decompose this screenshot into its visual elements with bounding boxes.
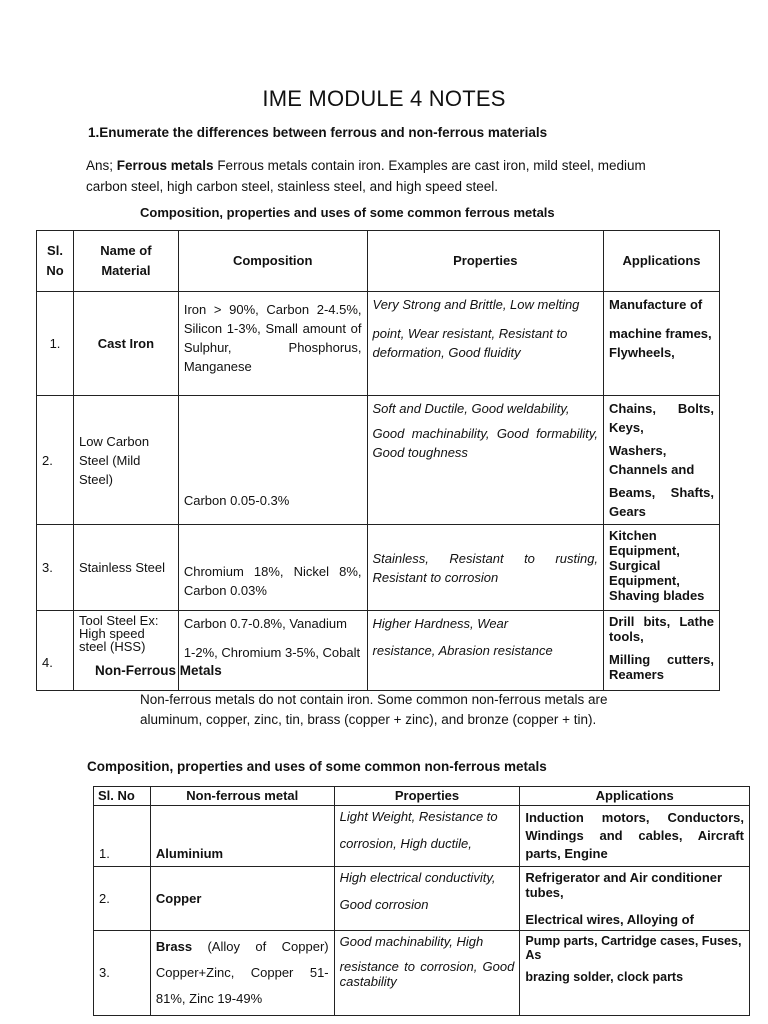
applications-text: Refrigerator and Air conditioner tubes, xyxy=(525,870,723,900)
applications-text: Chains, Bolts, Keys, xyxy=(609,401,714,435)
table-header-row xyxy=(94,787,750,806)
applications-text: Pump parts, Cartridge cases, Fuses, As xyxy=(525,934,742,962)
table-row xyxy=(37,396,720,525)
applications-text: machine frames, Flywheels, xyxy=(609,326,712,360)
header-applications: Applications xyxy=(604,231,720,292)
header-metal: Non-ferrous metal xyxy=(150,787,334,806)
cell-applications xyxy=(604,611,720,691)
cell-slno: 3. xyxy=(37,525,74,611)
properties-text: resistance, Abrasion resistance xyxy=(372,643,553,658)
properties-text: resistance to corrosion, Good castability xyxy=(339,959,515,989)
nonferrous-heading: Non-Ferrous Metals xyxy=(95,663,222,678)
nonferrous-paragraph: Non-ferrous metals do not contain iron. Some common non-ferrous metals are aluminum, copper, zinc, tin, brass (copper + zinc), and bronze (copper + tin). xyxy=(140,692,608,727)
applications-text: Electrical wires, Alloying of xyxy=(525,912,694,927)
cell-slno: 2. xyxy=(37,396,74,525)
cell-metal xyxy=(150,931,334,1016)
table-row xyxy=(37,525,720,611)
table-header-row xyxy=(37,231,720,292)
composition-text: 1-2%, Chromium 3-5%, Cobalt xyxy=(183,645,361,660)
page-title: IME MODULE 4 NOTES xyxy=(262,86,506,111)
cell-composition xyxy=(178,611,367,691)
cell-applications xyxy=(520,931,750,1016)
applications-text: Washers, Channels and xyxy=(609,443,695,477)
cell-name: Low Carbon Steel (Mild Steel) xyxy=(73,396,178,525)
table-row xyxy=(37,611,720,691)
header-name: Name of Material xyxy=(73,231,178,292)
composition-text: Carbon 0.7-0.8%, Vanadium xyxy=(183,616,347,631)
cell-composition: Carbon 0.05-0.3% xyxy=(178,396,367,525)
properties-text: Light Weight, Resistance to xyxy=(339,809,498,824)
cell-composition: Iron > 90%, Carbon 2-4.5%, Silicon 1-3%, Small amount of Sulphur, Phosphorus, Manganese xyxy=(178,292,367,396)
header-applications: Applications xyxy=(520,787,750,806)
properties-text: Soft and Ductile, Good weldability, xyxy=(372,401,570,416)
table-row xyxy=(94,806,750,867)
properties-text: Higher Hardness, Wear xyxy=(372,616,509,631)
applications-text: Milling cutters, Reamers xyxy=(609,652,714,682)
cell-properties xyxy=(367,396,604,525)
ferrous-table-caption: Composition, properties and uses of some common ferrous metals xyxy=(140,205,555,220)
header-slno: Sl. No xyxy=(94,787,151,806)
cell-composition: Chromium 18%, Nickel 8%, Carbon 0.03% xyxy=(178,525,367,611)
cell-properties xyxy=(334,867,520,931)
cell-slno: 1. xyxy=(37,292,74,396)
cell-slno: 4. xyxy=(37,611,74,691)
header-properties: Properties xyxy=(367,231,604,292)
nonferrous-table-caption: Composition, properties and uses of some common non-ferrous metals xyxy=(87,759,547,774)
cell-applications xyxy=(604,292,720,396)
applications-text: brazing solder, clock parts xyxy=(525,970,684,984)
header-slno: Sl. No xyxy=(37,231,74,292)
properties-text: Very Strong and Brittle, Low melting xyxy=(372,297,580,312)
answer-prefix: Ans; xyxy=(86,158,117,173)
applications-text: Manufacture of xyxy=(609,297,703,312)
ferrous-metals-table xyxy=(36,230,720,691)
nonferrous-metals-table xyxy=(93,786,750,1016)
answer-term: Ferrous metals xyxy=(116,158,214,173)
properties-text: High electrical conductivity, xyxy=(339,870,496,885)
question-heading: 1.Enumerate the differences between ferrous and non-ferrous materials xyxy=(88,125,548,140)
cell-properties xyxy=(367,611,604,691)
cell-name: Stainless Steel xyxy=(73,525,178,611)
applications-text: Beams, Shafts, Gears xyxy=(609,485,714,519)
answer-text: Ferrous metals contain iron. Examples are cast iron, mild steel, medium carbon steel, high carbon steel, stainless steel, and high speed steel. xyxy=(86,158,646,194)
cell-applications xyxy=(604,396,720,525)
answer-paragraph xyxy=(86,155,686,197)
cell-properties xyxy=(334,806,520,867)
cell-name: Cast Iron xyxy=(73,292,178,396)
properties-text: Good machinability, Good formability, Good toughness xyxy=(372,426,599,460)
table-row xyxy=(94,867,750,931)
properties-text: Good corrosion xyxy=(339,897,429,912)
metal-composition: Copper+Zinc, Copper 51-81%, Zinc 19-49% xyxy=(155,965,329,1006)
cell-properties xyxy=(367,292,604,396)
cell-metal: Copper xyxy=(150,867,334,931)
properties-text: Good machinability, High xyxy=(339,934,484,949)
cell-applications: Kitchen Equipment, Surgical Equipment, Shaving blades xyxy=(604,525,720,611)
cell-properties xyxy=(334,931,520,1016)
header-composition: Composition xyxy=(178,231,367,292)
table-row xyxy=(94,931,750,1016)
properties-text: point, Wear resistant, Resistant to deformation, Good fluidity xyxy=(372,326,568,360)
applications-text: Drill bits, Lathe tools, xyxy=(609,614,714,644)
metal-desc: (Alloy of Copper) xyxy=(192,939,329,954)
cell-properties: Stainless, Resistant to rusting, Resistant to corrosion xyxy=(367,525,604,611)
cell-applications: Induction motors, Conductors, Windings and cables, Aircraft parts, Engine xyxy=(520,806,750,867)
metal-name: Brass xyxy=(155,939,193,954)
cell-slno: 1. xyxy=(94,806,151,867)
cell-metal: Aluminium xyxy=(150,806,334,867)
cell-applications xyxy=(520,867,750,931)
properties-text: corrosion, High ductile, xyxy=(339,836,472,851)
table-row xyxy=(37,292,720,396)
cell-slno: 3. xyxy=(94,931,151,1016)
cell-name: Tool Steel Ex: High speed steel (HSS) xyxy=(73,611,178,691)
header-properties: Properties xyxy=(334,787,520,806)
cell-slno: 2. xyxy=(94,867,151,931)
